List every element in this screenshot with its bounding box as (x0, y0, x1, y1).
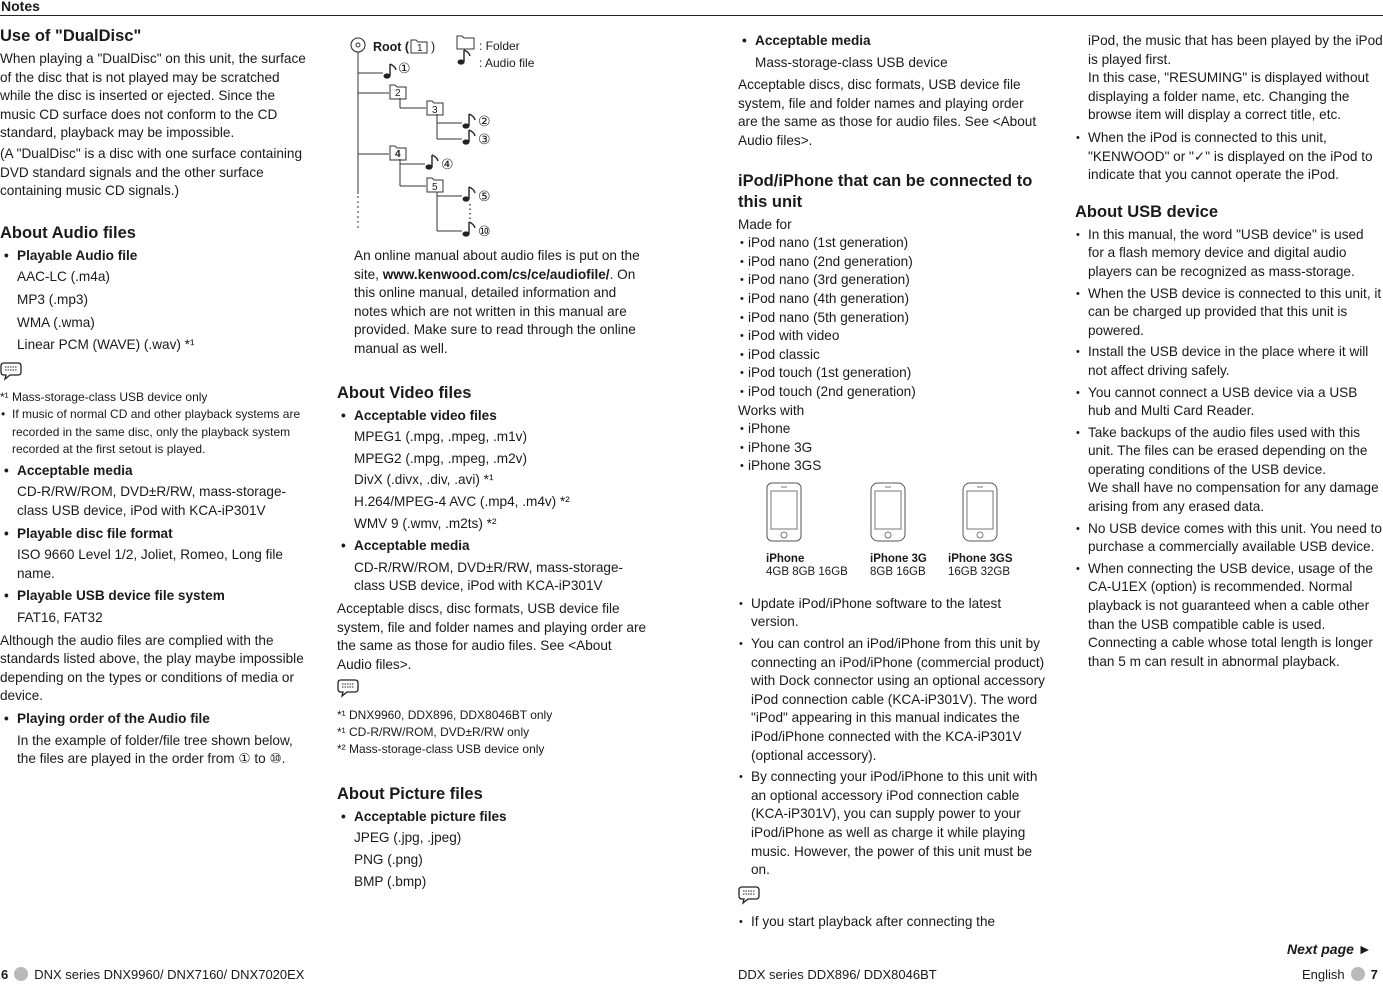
list-item: • iPod touch (2nd generation) (738, 383, 1046, 402)
list-item: PNG (.png) (354, 852, 423, 868)
note-icon (738, 885, 760, 905)
list-item: • iPod nano (5th generation) (738, 309, 1046, 328)
disc-format-label: • Playable disc file format (0, 525, 312, 544)
dualdisc-paragraph: When playing a "DualDisc" on this unit, the surface of the disc that is not played may be scratched while the disc is inserted or ejected. Since the music CD surface does not conform to the CD standard, playback may be impossible. (0, 51, 306, 141)
ipod-heading: iPod/iPhone that can be connected to this unit (738, 171, 1033, 211)
usb-fs-value: FAT16, FAT32 (17, 609, 103, 625)
video-footnote-3: *² Mass-storage-class USB device only (337, 741, 545, 756)
tree-root-label: Root ( (373, 40, 410, 54)
video-files-label: • Acceptable video files (337, 407, 647, 426)
list-item: MP3 (.mp3) (17, 291, 89, 307)
play-order-label: • Playing order of the Audio file (0, 710, 312, 729)
iphone-3gs-name: iPhone 3GS (948, 553, 1013, 566)
list-item: H.264/MPEG-4 AVC (.mp4, .m4v) *² (354, 493, 570, 509)
next-page-link[interactable]: Next page ► (1287, 941, 1372, 957)
list-item: BMP (.bmp) (354, 873, 427, 889)
tree-folder-4: 4 (395, 149, 401, 160)
online-manual-link[interactable]: www.kenwood.com/cs/ce/audiofile/ (382, 266, 610, 282)
list-item: MPEG2 (.mpg, .mpeg, .m2v) (354, 450, 527, 466)
page-number-left: 6 (1, 967, 9, 982)
note-icon (0, 361, 22, 381)
video-footnote-1: *¹ DNX9960, DDX896, DDX8046BT only (337, 707, 553, 722)
usb-bullet: • When the USB device is connected to this unit, it can be charged up provided that this unit is powered. (1075, 285, 1383, 341)
iphone-3gs-capacity: 16GB 32GB (948, 566, 1011, 579)
footnote-1: *¹ Mass-storage-class USB device only (0, 390, 208, 405)
online-manual-paragraph (337, 247, 647, 359)
iphone-3gs-icon (962, 482, 998, 542)
column-4 (1075, 26, 1383, 674)
playable-audio-label: • Playable Audio file (0, 247, 312, 266)
play-order-value: In the example of folder/file tree shown below, the files are played in the order from ① to ⑩. (17, 732, 293, 767)
video-files-list (337, 428, 647, 533)
video-files-heading: About Video files (337, 383, 472, 402)
ipod-bullet-control: • You can control an iPod/iPhone from this unit by connecting an iPod/iPhone (commercial product) with Dock connector using an optional accessory iPod connection cable (KCA-iP301V). The word "iPod" appearing in this manual indicates the iPod/iPhone connected with the KCA-iP301V (optional accessory). (738, 635, 1046, 765)
picture-files-heading: About Picture files (337, 784, 483, 803)
iphone-name: iPhone (766, 553, 805, 566)
iphone-3gs-figure (948, 482, 1058, 580)
video-footnote-2: *¹ CD-R/RW/ROM, DVD±R/RW only (337, 724, 530, 739)
works-with-list (738, 420, 1046, 476)
made-for-list (738, 234, 1046, 401)
footer-right (1302, 966, 1378, 984)
footer-language: English (1302, 967, 1345, 982)
list-item: DivX (.divx, .div, .avi) *¹ (354, 472, 494, 488)
tree-folder-5: 5 (432, 182, 438, 193)
folder-tree-diagram (337, 26, 647, 241)
usb-bullet: • In this manual, the word "USB device" is used for a flash memory device and digital audio players can be recognized as mass-storage. (1075, 226, 1383, 282)
list-item: WMA (.wma) (17, 314, 95, 330)
video-media-value: CD-R/RW/ROM, DVD±R/RW, mass-storage-class USB device, iPod with KCA-iP301V (354, 559, 624, 594)
column-2 (337, 26, 647, 895)
iphone-illustrations (738, 482, 1046, 587)
usb-bullet: • You cannot connect a USB device via a USB hub and Multi Card Reader. (1075, 384, 1383, 421)
iphone-3g-name: iPhone 3G (870, 553, 927, 566)
tree-file-3: ③ (478, 131, 491, 147)
list-item: • iPod nano (4th generation) (738, 290, 1046, 309)
tree-file-2: ② (478, 113, 491, 129)
folder-legend: : Folder (479, 39, 520, 53)
iphone-icon (766, 482, 802, 542)
usb-bullet: • No USB device comes with this unit. You need to purchase a commercially available USB device. (1075, 520, 1383, 557)
list-item: • iPod nano (1st generation) (738, 234, 1046, 253)
footnote-bullet: • If music of normal CD and other playback systems are recorded in the same disc, only the playback system recorded at the first setout is played. (0, 406, 312, 459)
page-number-right: 7 (1370, 967, 1378, 982)
ipod-bullet-update: • Update iPod/iPhone software to the latest version. (738, 595, 1046, 632)
audio-file-legend: : Audio file (479, 56, 535, 70)
list-item: • iPod touch (1st generation) (738, 364, 1046, 383)
usb-fs-label: • Playable USB device file system (0, 587, 312, 606)
list-item: • iPod classic (738, 346, 1046, 365)
page-dot-icon (1351, 967, 1365, 981)
acceptable-media-value: CD-R/RW/ROM, DVD±R/RW, mass-storage-class USB device, iPod with KCA-iP301V (17, 484, 287, 518)
page-dot-icon (14, 967, 28, 981)
works-with-label: Works with (738, 402, 805, 418)
list-item: • iPod with video (738, 327, 1046, 346)
standards-paragraph: Although the audio files are complied with the standards listed above, the play maybe impossible depending on the types or conditions of media or device. (0, 632, 304, 704)
tree-folder-3: 3 (432, 105, 438, 116)
page-header (0, 0, 1383, 16)
column-3 (738, 26, 1046, 935)
footer-left-series: DNX series DNX9960/ DNX7160/ DNX7020EX (34, 967, 305, 982)
header-title: Notes (1, 0, 40, 14)
tree-folder-2: 2 (395, 88, 401, 99)
tree-file-10: ⑩ (478, 223, 491, 239)
iphone-capacity: 4GB 8GB 16GB (766, 566, 848, 579)
iphone-3g-icon (870, 482, 906, 542)
online-manual-text-2: . On this online manual, detailed information and notes which are not written in this manual are provided. Make sure to read through the online manual as well. (354, 266, 636, 356)
list-item: • iPhone (738, 420, 1046, 439)
list-item: • iPhone 3G (738, 439, 1046, 458)
list-item: Linear PCM (WAVE) (.wav) *¹ (17, 337, 195, 353)
ipod-bullet-power: • By connecting your iPod/iPhone to this unit with an optional accessory iPod connection cable (KCA-iP301V), you can supply power to your iPod/iPhone as well as charge it while playing music. However, the power of this unit must be on. (738, 768, 1046, 880)
list-item: • iPhone 3GS (738, 457, 1046, 476)
disc-format-value: ISO 9660 Level 1/2, Joliet, Romeo, Long file name. (17, 547, 283, 581)
ipod-note-bullet: • If you start playback after connecting the (738, 913, 1046, 932)
online-manual-text-1: An online manual about audio files is put on the site, (354, 248, 640, 282)
list-item: MPEG1 (.mpg, .mpeg, .m1v) (354, 429, 527, 445)
tree-file-4: ④ (441, 156, 454, 172)
footer-center-series: DDX series DDX896/ DDX8046BT (738, 967, 937, 982)
usb-bullet: • Take backups of the audio files used with this unit. The files can be erased depending on the operating conditions of the USB device. We shall have no compensation for any damage arising from any erased data. (1075, 424, 1383, 517)
note-icon (337, 678, 359, 698)
usb-device-heading: About USB device (1075, 202, 1219, 221)
dualdisc-definition: (A "DualDisc" is a disc with one surface containing DVD standard signals and the other surface containing music CD signals.) (0, 145, 303, 199)
tree-root-folder-number: 1 (417, 43, 423, 54)
list-item: JPEG (.jpg, .jpeg) (354, 830, 462, 846)
footer-center (738, 966, 937, 984)
made-for-label: Made for (738, 216, 792, 232)
list-item: WMV 9 (.wmv, .m2ts) *² (354, 515, 497, 531)
usb-media-value: Mass-storage-class USB device (755, 54, 948, 70)
iphone-3g-capacity: 8GB 16GB (870, 566, 926, 579)
usb-bullet: • Install the USB device in the place where it will not affect driving safely. (1075, 343, 1383, 380)
resume-paragraph: iPod, the music that has been played by the iPod is played first. In this case, "RESUMING" is displayed without displaying a folder name, etc. Changing the browse item will display a correct title, etc. (1088, 33, 1383, 123)
usb-accept-paragraph: Acceptable discs, disc formats, USB device file system, file and folder names and playing order are the same as those for audio files. See <About Audio files>. (738, 77, 1037, 148)
usb-bullet: • When connecting the USB device, usage of the CA-U1EX (option) is recommended. Normal playback is not guaranteed when a cable other than the USB compatible cable is used. Connecting a cable whose total length is longer than 5 m can result in abnormal playback. (1075, 560, 1383, 672)
audio-files-heading: About Audio files (0, 223, 136, 242)
video-media-label: • Acceptable media (337, 537, 647, 556)
picture-files-list (337, 829, 647, 891)
acceptable-media-label: • Acceptable media (0, 462, 312, 481)
list-item: • iPod nano (3rd generation) (738, 271, 1046, 290)
picture-files-label: • Acceptable picture files (337, 808, 647, 827)
kenwood-display-bullet: • When the iPod is connected to this unit, "KENWOOD" or "✓" is displayed on the iPod to indicate that you cannot operate the iPod. (1075, 129, 1383, 185)
video-accept-paragraph: Acceptable discs, disc formats, USB device file system, file and folder names and playing order are the same as those for audio files. See <About Audio files>. (337, 600, 647, 672)
tree-file-1: ① (398, 60, 411, 76)
tree-file-5: ⑤ (478, 188, 491, 204)
iphone-figure (766, 482, 876, 580)
usb-media-label: • Acceptable media (738, 32, 1046, 51)
playable-audio-list (0, 268, 312, 354)
tree-root-close: ) (431, 40, 436, 54)
dualdisc-heading: Use of "DualDisc" (0, 27, 142, 45)
column-1 (0, 26, 312, 773)
footer-left (1, 966, 304, 984)
list-item: • iPod nano (2nd generation) (738, 253, 1046, 272)
list-item: AAC-LC (.m4a) (17, 269, 110, 285)
